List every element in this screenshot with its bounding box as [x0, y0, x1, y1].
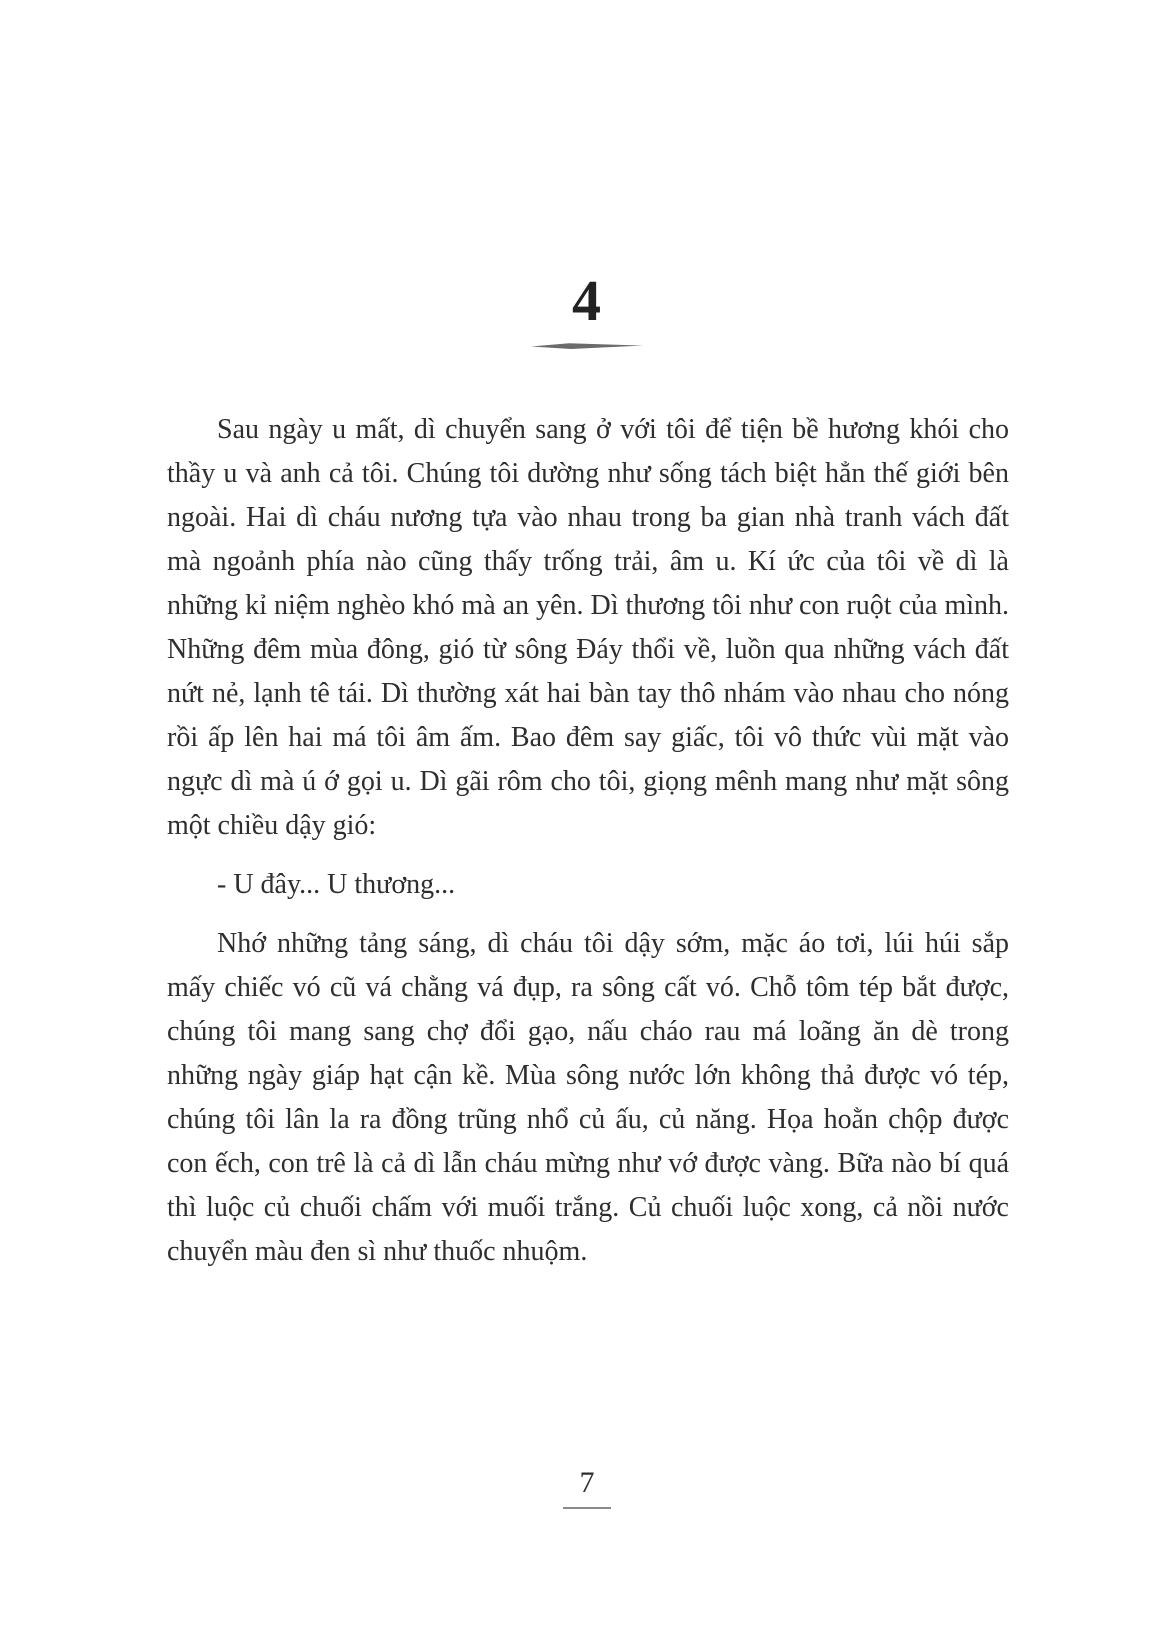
- page-number-divider: [563, 1507, 611, 1509]
- page-footer: [0, 1468, 1174, 1509]
- chapter-header: [0, 268, 1174, 350]
- chapter-number: 4: [572, 268, 602, 333]
- page-number: 7: [579, 1466, 595, 1499]
- paragraph-dialogue: - U đây... U thương...: [217, 869, 456, 900]
- paragraph-2: Nhớ những tảng sáng, dì cháu tôi dậy sớm, mặc áo tơi, lúi húi sắp mấy chiếc vó cũ vá chằng vá đụp, ra sông cất vó. Chỗ tôm tép bắt được, chúng tôi mang sang chợ đổi gạo, nấu cháo rau má loãng ăn dè trong những ngày giáp hạt cận kề. Mùa sông nước lớn không thả được vó tép, chúng tôi lân la ra đồng trũng nhổ củ ấu, củ năng. Họa hoằn chộp được con ếch, con trê là cả dì lẫn cháu mừng như vớ được vàng. Bữa nào bí quá thì luộc củ chuối chấm với muối trắng. Củ chuối luộc xong, cả nồi nước chuyển màu đen sì như thuốc nhuộm.: [167, 928, 1009, 1267]
- paragraph-1: Sau ngày u mất, dì chuyển sang ở với tôi để tiện bề hương khói cho thầy u và anh cả tôi. Chúng tôi dường như sống tách biệt hẳn thế giới bên ngoài. Hai dì cháu nương tựa vào nhau trong ba gian nhà tranh vách đất mà ngoảnh phía nào cũng thấy trống trải, âm u. Kí ức của tôi về dì là những kỉ niệm nghèo khó mà an yên. Dì thương tôi như con ruột của mình. Những đêm mùa đông, gió từ sông Đáy thổi về, luồn qua những vách đất nứt nẻ, lạnh tê tái. Dì thường xát hai bàn tay thô nhám vào nhau cho nóng rồi ấp lên hai má tôi âm ấm. Bao đêm say giấc, tôi vô thức vùi mặt vào ngực dì mà ú ớ gọi u. Dì gãi rôm cho tôi, giọng mênh mang như mặt sông một chiều dậy gió:: [167, 414, 1009, 841]
- body-text: [167, 408, 1009, 1274]
- chapter-divider-rule: [531, 342, 643, 350]
